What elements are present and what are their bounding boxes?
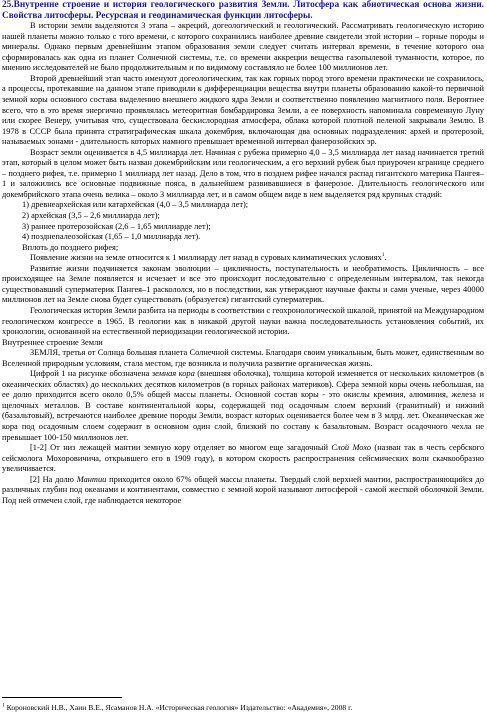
document-title: 25.Внутренне строение и история геологического развития Земли. Литосфера как абиотическая основа жизни. Свойства литосферы. Ресурсная и геодинамическая функции литосферы. [2, 0, 484, 21]
mantle-text-end: приходится около 67% общей массы планеты. Твердый слой верхней мантии, распространяющийся до различных глубин под океанами и континентами, совместно с земной корой называют литосферой - самой жесткой оболочкой Земли. Под ней отмечен слой, где наблюдается некоторое [2, 474, 484, 505]
crust-text-end: (внешняя оболочка), толщина которой изменяется от нескольких километров (в океанических областях) до нескольких десятков километров (в горных районах материков). Сфера земной коры очень небольшая, на ее долю приходится всего около 0,5% общей массы планеты. Основной состав коры - это окислы кремния, алюминия, железа и щелочных металлов. В составе континентальной коры, содержащей под осадочным слоем верхний (гранитный) и нижний (базальтовый), встречаются наиболее древние породы Земли, возраст которых оценивается более чем в 3 млрд. лет. Океаническая же кора под осадочным слоем содержит в основном один слой, близкий по составу к базальтовым. Возраст осадочного чехла не превышает 100-150 миллионов лет. [2, 369, 484, 442]
moho-text-end: (назван так в честь сербского сейсмолога Мохоровичича, открывшего его в 1909 году), в котором скорость распространения сейсмических волн скачкообразно увеличивается. [2, 443, 485, 474]
paragraph-life-origin: Появление жизни на земле относится к 1 миллиарду лет назад в суровых климатических условиях$^1$. [30, 252, 387, 263]
paragraph-stages-overview: В истории земли выделяются 3 этапа – акреций, догеологический и геологический. Рассматривать геологическую историю нашей планеты можно только с того времени, с которого сохранились наиболее древние свидетели этой истории – горные породы и минералы. Однако первым древнейшим этапом образования земли следует считать интервал времени, в течение которого она сформировалась как одна из планет Солнечной системы, т.е. со времени аккреции вещества газопылевой туманности, которое, по мнению исследователей не было продолжительным и по видимому составляло не более 100 миллионов лет. [2, 21, 484, 73]
list-item: 1) древнеархейская или катархейская (4,0 – 3,5 миллиарда лет); [22, 200, 249, 210]
paragraph-geochronology: Геологическая история Земли разбита на периоды в соответствии с геохронологической шкалой, принятой на Международном геологическом конгрессе в 1965. В геологии как в никакой другой науки важна последовательность установления событий, их хронологии, основанной на естественной периодизации геологической истории. [2, 305, 484, 337]
paragraph-pregeological-stage: Второй древнейший этап часто именуют догеологическим, так как горных пород этого времени практически не сохранилось, а процессы, протекавшие на данном этапе приводили к дифференциации вещества внутри планеты образованию какой-то первичной земной коры основного состава выделению внешнего жидкого ядра Земли и соответственно появлению магнитного поля. Вероятнее всего, что в это время энергично проявлялась метеоритная бомбардировка Земли, а ее поверхность напоминала современную Луну или скорее Венеру, учитывая что, существовала бескислородная атмосфера, облака которой плотной пеленой закрывали Землю. В 1978 в СССР была принята стратиграфическая шкала докембрия, включающая два основных подразделения: архей и протерозой, называемых эонами - длительность которых намного превышает временной интервал фанерозойских эр. [2, 73, 484, 147]
crust-term: земная кора [151, 369, 195, 379]
footnote-mark: 1 [2, 702, 5, 709]
mantle-text-start: [2] На долю [30, 474, 77, 484]
paragraph-evolution: Развитие жизни подчиняется законам эволюции – цикличность, поступательность и необратимость. Цикличность – все происходящее на Земле появляется и исчезает и все это происходит последовательно с определенным интервалом, так некогда существовавший суперматерик Пангея–1 раскололся, но в последствии, как утверждают научные факты и сами ученые, через 40000 миллионов лет на Земле снова будет существовать (образуется) гигантский суперматерик. [2, 263, 484, 305]
section-heading: Внутреннее строение Земли [2, 337, 103, 347]
list-item: 3) раннее протерозойская (2,6 – 1,65 миллиарде лет); [22, 221, 211, 231]
crust-text-start: Цифрой 1 на рисунке обозначена [30, 369, 152, 379]
moho-text-start: [1-2] От низ лежащей мантии земную кору отделяет во многом еще загадочный [30, 443, 332, 453]
paragraph-earth-intro: ЗЕМЛЯ, третья от Солнца большая планета Солнечной системы. Благодаря своим уникальным, быть может, единственным во Вселенной природным условиям, стала местом, где возникла и получила развитие органическая жизнь. [2, 348, 484, 368]
footnote [2, 703, 352, 712]
document-body [2, 21, 484, 506]
footnote-reference[interactable]: 1 [381, 252, 385, 259]
list-item: 4) позднепалеозойская (1,65 – 1,0 миллиарда лет). [22, 232, 201, 242]
stages-list [2, 200, 484, 253]
paragraph-mantle [2, 475, 484, 507]
list-item: Вплоть до позднего рифея; [22, 242, 119, 252]
paragraph-crust [2, 369, 484, 443]
footnote-text: Короновский Н.В., Хаин В.Е., Ясаманов Н.А. «Историческая геология» Издательство: «Академия», 2008 г. [4, 703, 353, 712]
paragraph-moho [2, 443, 484, 475]
list-item: 2) архейская (3,5 – 2,6 миллиарда лет); [22, 211, 160, 221]
paragraph-earth-age: Возраст земли оценивается в 4,5 миллиарда лет. Начиная с рубежа примерно 4,0 – 3,5 миллиарда лет назад начинается третий этап, который в целом может быть назван докембрийским или геологическим, а его верхний рубеж был приурочен кгранице среднего – позднего рифея, т.е. примерно 1 миллиард лет назад. Дело в том, что в позднем рифее начался распад гигантского материка Пангея–1 и заложились все основные подвижные пояса, в дальнейшем развивавшиеся в фанерозое. Длительность геологического или докембрийского этапа очень велика – около 3 миллиарда лет, и в самом общем виде в нем выделяется ряд крупных стадий: [2, 147, 484, 199]
footnote-divider [2, 697, 122, 698]
moho-term: Слой Мохо [331, 443, 372, 453]
life-text: Появление жизни на земле относится к 1 миллиарду лет назад в суровых климатических условиях [30, 253, 382, 263]
mantle-term: Мантии [76, 474, 107, 484]
